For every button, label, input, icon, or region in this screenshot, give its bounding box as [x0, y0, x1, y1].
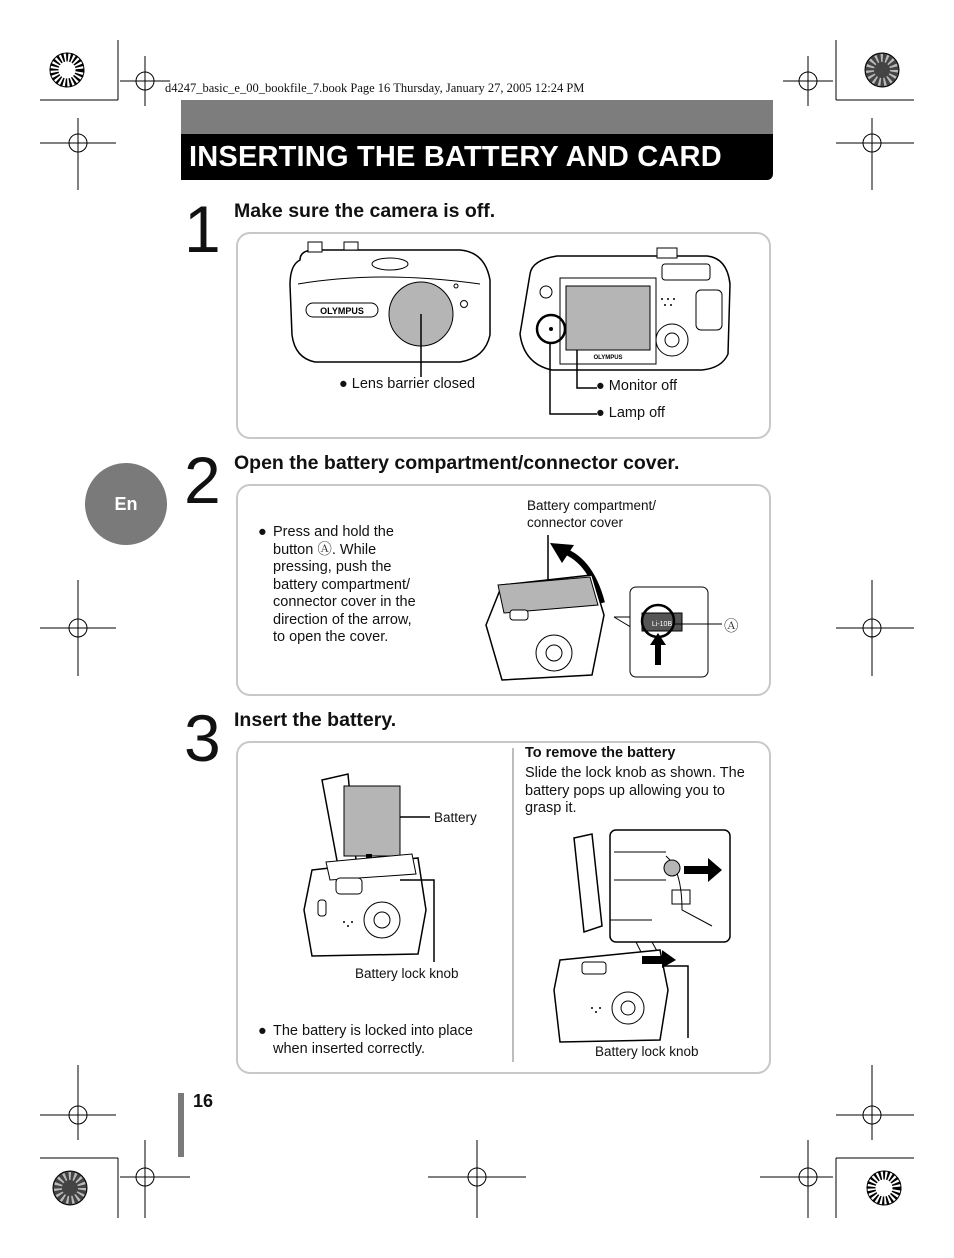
- step-2-instruction: Press and hold the button Ⓐ. While pressing, push the battery compartment/ connector cover in the direction of the arrow, to open the cover.: [273, 524, 416, 645]
- title-bar: [181, 100, 773, 180]
- lens-barrier-label: Lens barrier closed: [351, 376, 476, 392]
- battery-lock-knob-label-2: Battery lock knob: [595, 1044, 699, 1059]
- battery-label-mark: Li-10B: [651, 621, 673, 628]
- language-tab: En: [85, 463, 167, 545]
- panel-divider: [512, 748, 514, 1062]
- file-header: d4247_basic_e_00_bookfile_7.book Page 16 Thursday, January 27, 2005 12:24 PM: [165, 81, 585, 95]
- step-2-number: 2: [184, 443, 221, 517]
- step-3-number: 3: [184, 701, 221, 775]
- page-number: 16: [193, 1091, 214, 1111]
- step-3-heading: Insert the battery.: [234, 709, 397, 731]
- battery-cover-illustration: [482, 535, 742, 685]
- battery-remove-illustration: [552, 830, 752, 1045]
- remove-battery-text: Slide the lock knob as shown. The battery pops up allowing you to grasp it.: [525, 765, 745, 816]
- step-2-heading: Open the battery compartment/connector cover.: [234, 452, 680, 474]
- battery-insert-illustration: [300, 770, 460, 960]
- button-a-marker: Ⓐ: [724, 619, 739, 635]
- step-1-number: 1: [184, 192, 221, 266]
- battery-lock-knob-label: Battery lock knob: [355, 966, 459, 981]
- camera-back-logo: OLYMPUS: [593, 355, 623, 361]
- lamp-off-label: Lamp off: [608, 405, 665, 421]
- remove-battery-title: To remove the battery: [525, 745, 676, 761]
- page-number-bar: [178, 1093, 184, 1157]
- camera-brand-logo: OLYMPUS: [320, 306, 364, 316]
- page-title: INSERTING THE BATTERY AND CARD: [181, 134, 773, 180]
- battery-label: Battery: [434, 810, 477, 825]
- step-3-instruction: The battery is locked into place when inserted correctly.: [273, 1023, 473, 1057]
- camera-front-illustration: [280, 240, 500, 370]
- step-1-heading: Make sure the camera is off.: [234, 200, 496, 222]
- monitor-off-label: Monitor off: [608, 378, 678, 394]
- cover-label: Battery compartment/ connector cover: [527, 498, 657, 530]
